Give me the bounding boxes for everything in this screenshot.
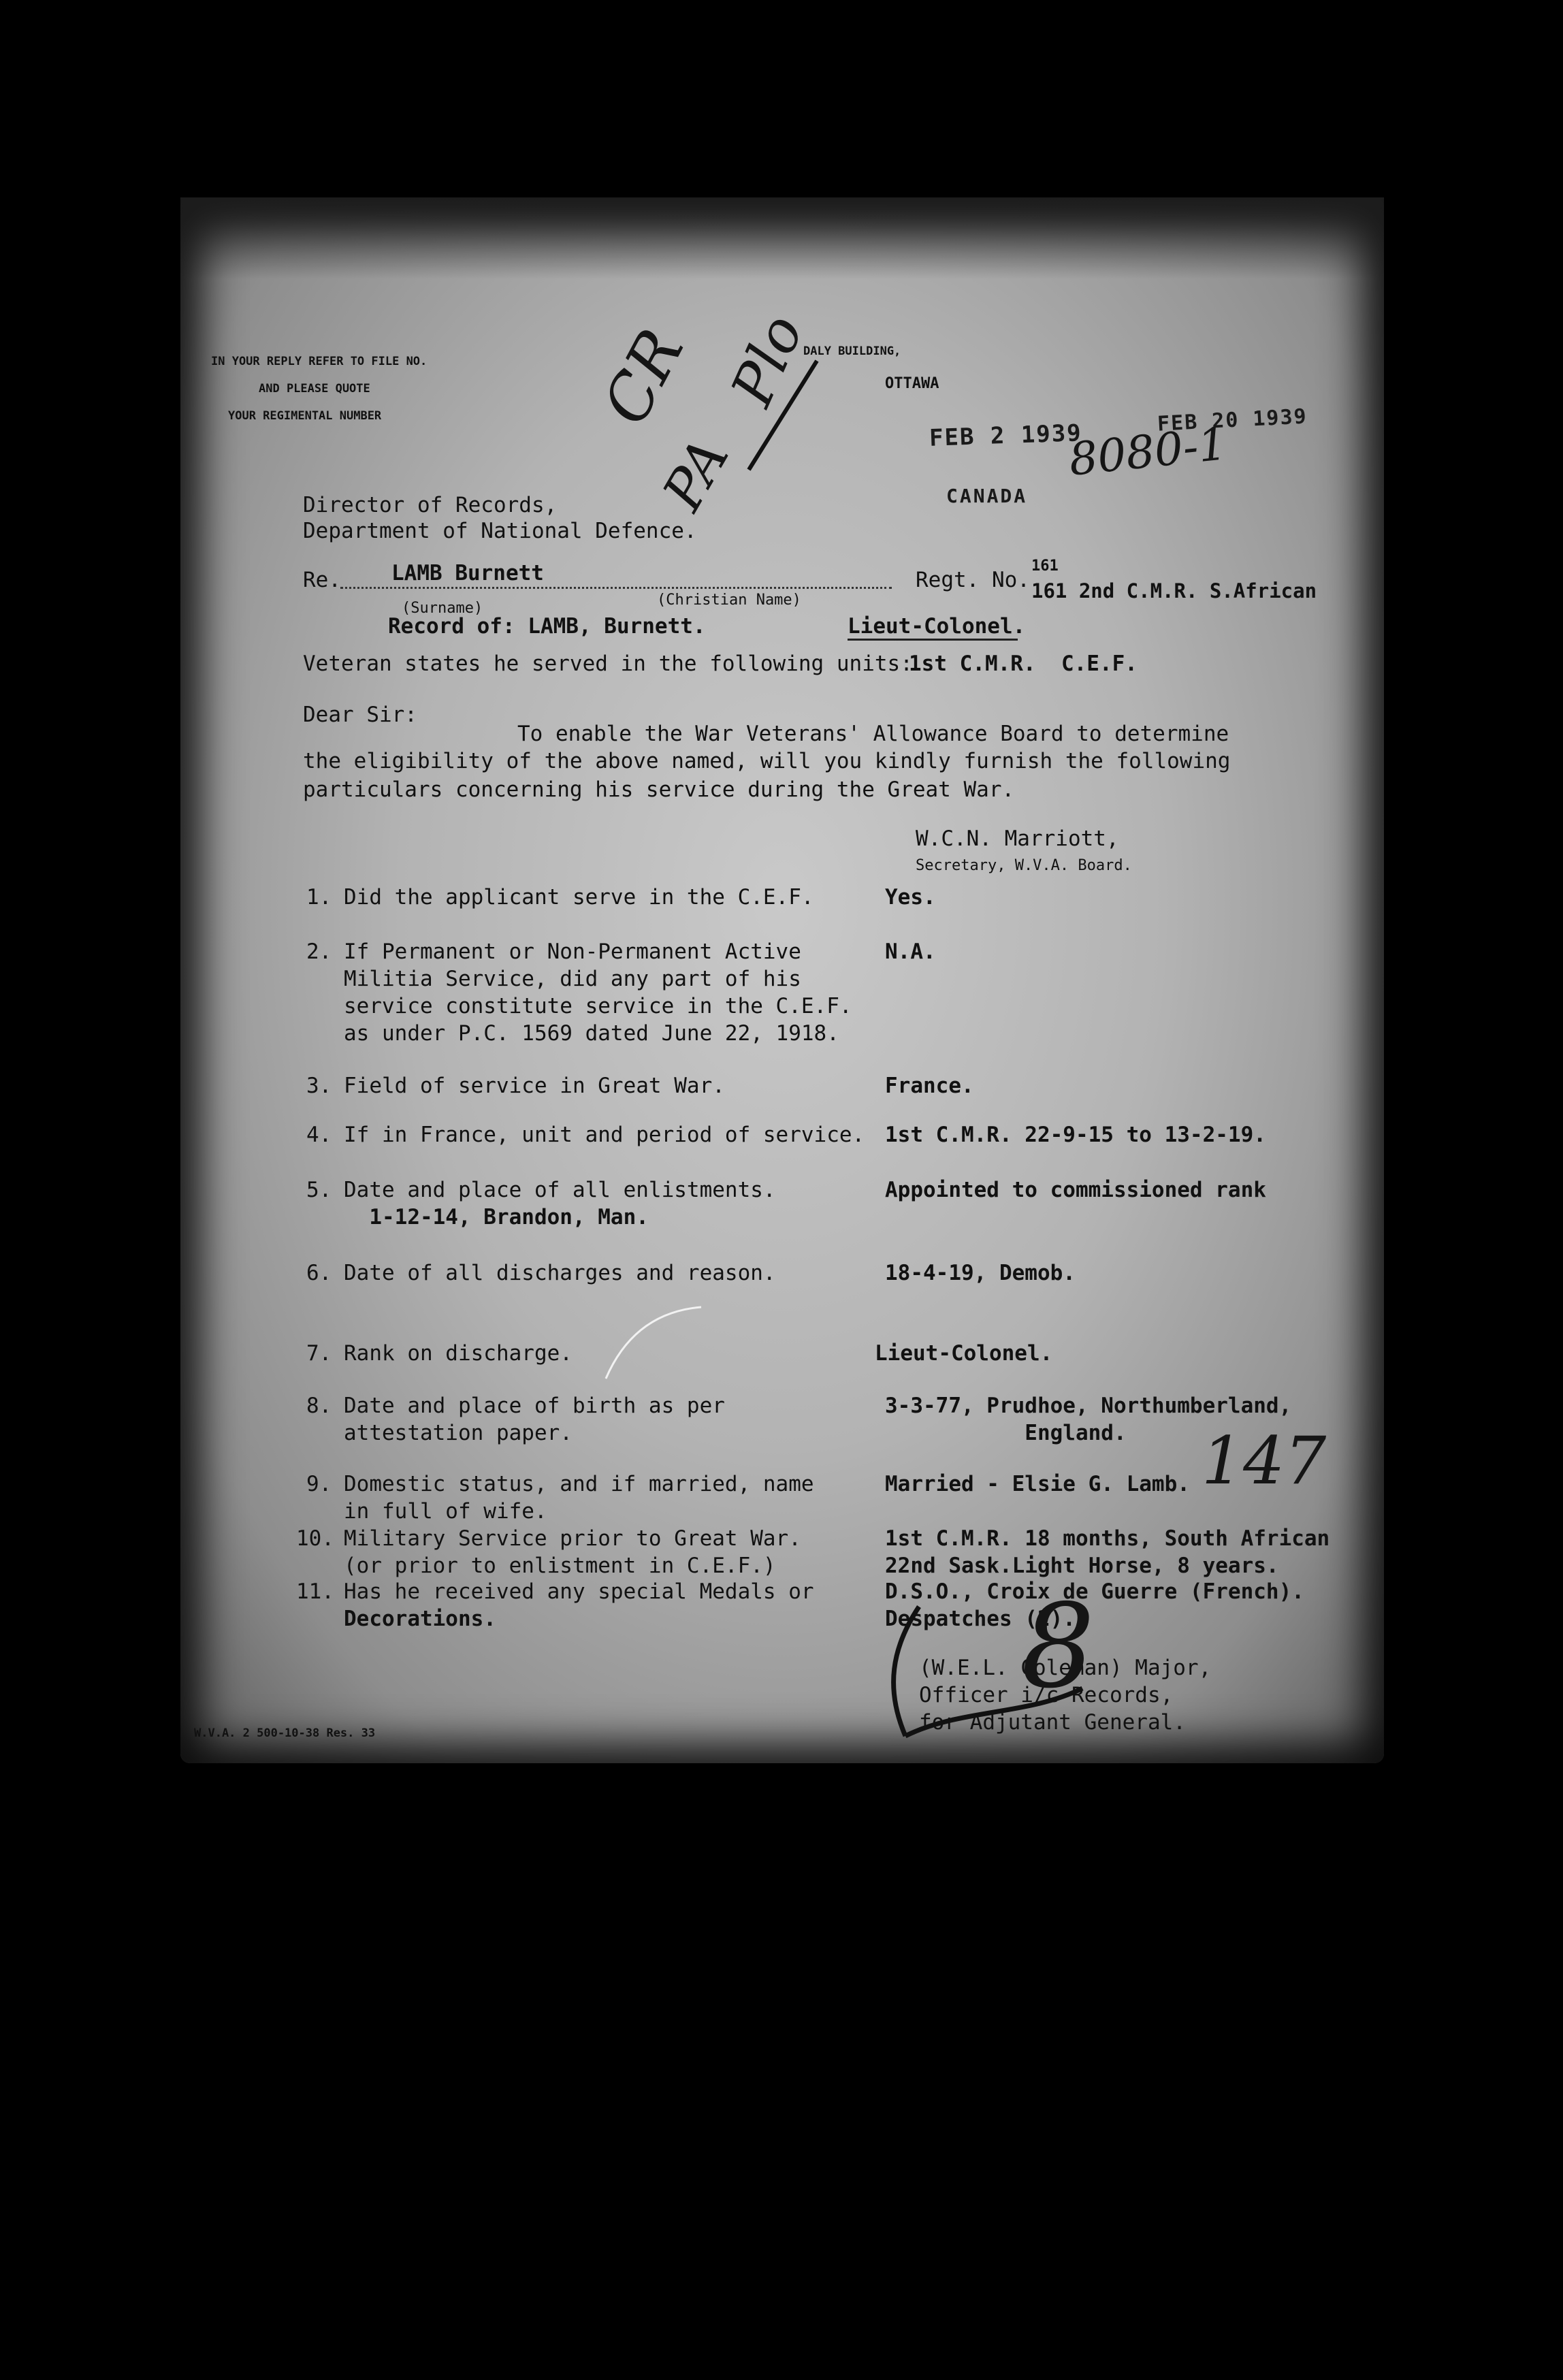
letterhead-reply-line-3: YOUR REGIMENTAL NUMBER	[228, 409, 382, 423]
salutation: Dear Sir:	[303, 703, 417, 727]
question-number: 2.	[306, 939, 332, 964]
question-answer: 3-3-77, Prudhoe, Northumberland,	[885, 1394, 1292, 1418]
question-text: Did the applicant serve in the C.E.F.	[344, 885, 814, 910]
question-answer: 1st C.M.R. 22-9-15 to 13-2-19.	[885, 1123, 1266, 1147]
question-number: 3.	[306, 1074, 332, 1098]
question-text: Rank on discharge.	[344, 1341, 573, 1366]
christian-name-hint: (Christian Name)	[657, 592, 801, 609]
body-line-1: To enable the War Veterans' Allowance Board to determine	[517, 722, 1229, 746]
sign-title: Secretary, W.V.A. Board.	[916, 857, 1132, 874]
question-text: attestation paper.	[344, 1421, 573, 1445]
scan-shadow	[180, 197, 1384, 279]
closing-signer: (W.E.L. Coleman) Major,	[919, 1656, 1212, 1680]
question-number: 7.	[306, 1341, 332, 1366]
regt-extra: 161 2nd C.M.R. S.African	[1031, 579, 1317, 602]
closing-title-2: for Adjutant General.	[919, 1710, 1186, 1735]
handwritten-file-number: 8080-1	[1066, 417, 1229, 486]
re-underline	[340, 587, 892, 589]
scan-artifact-mark	[599, 1304, 708, 1385]
closing-title-1: Officer i/c Records,	[919, 1683, 1174, 1707]
question-text: If Permanent or Non-Permanent Active	[344, 939, 801, 964]
signature-scribble: 8	[1021, 1579, 1095, 1714]
question-answer: Lieut-Colonel.	[875, 1341, 1053, 1366]
addressee-line-2: Department of National Defence.	[303, 519, 697, 543]
sign-name: W.C.N. Marriott,	[916, 826, 1119, 851]
question-text: Has he received any special Medals or	[344, 1579, 814, 1604]
question-answer: Married - Elsie G. Lamb.	[885, 1472, 1190, 1496]
question-text: (or prior to enlistment in C.E.F.)	[344, 1554, 776, 1578]
question-number: 9.	[306, 1472, 332, 1496]
question-number: 4.	[306, 1123, 332, 1147]
re-name: LAMB Burnett	[391, 561, 544, 585]
question-number: 11.	[296, 1579, 334, 1604]
question-answer: Appointed to commissioned rank	[885, 1178, 1266, 1202]
second-date-stamp: FEB 20 1939	[1157, 404, 1308, 436]
units-label: Veteran states he served in the following units:	[303, 652, 913, 676]
signature-flourish	[878, 1607, 1096, 1743]
question-answer: 18-4-19, Demob.	[885, 1261, 1076, 1285]
handwritten-page-number: 147	[1202, 1423, 1327, 1499]
letterhead-reply-line-1: IN YOUR REPLY REFER TO FILE NO.	[211, 355, 428, 368]
record-of: Record of: LAMB, Burnett.	[388, 614, 706, 639]
question-text: Date and place of all enlistments.	[344, 1178, 776, 1202]
question-answer: N.A.	[885, 939, 936, 964]
regt-number: 161	[1031, 558, 1059, 575]
question-text: If in France, unit and period of service.	[344, 1123, 865, 1147]
units-value: 1st C.M.R. C.E.F.	[909, 652, 1138, 676]
question-text: Militia Service, did any part of his	[344, 967, 801, 991]
regt-label: Regt. No.	[916, 568, 1030, 592]
addressee-line-1: Director of Records,	[303, 493, 558, 517]
question-answer: England.	[885, 1421, 1127, 1445]
handwritten-initials-plo: Plo	[718, 304, 816, 416]
canada-stamp: CANADA	[946, 485, 1028, 507]
question-number: 5.	[306, 1178, 332, 1202]
question-text: service constitute service in the C.E.F.	[344, 994, 852, 1018]
question-answer: 22nd Sask.Light Horse, 8 years.	[885, 1554, 1279, 1578]
re-label: Re.	[303, 568, 341, 592]
question-text: Date and place of birth as per	[344, 1394, 725, 1418]
body-line-3: particulars concerning his service during the Great War.	[303, 777, 1015, 802]
question-text: 1-12-14, Brandon, Man.	[344, 1205, 649, 1229]
question-number: 10.	[296, 1526, 334, 1551]
question-text: Field of service in Great War.	[344, 1074, 725, 1098]
question-answer: Yes.	[885, 885, 936, 910]
body-line-2: the eligibility of the above named, will you kindly furnish the following	[303, 749, 1231, 773]
surname-hint: (Surname)	[402, 600, 483, 617]
question-number: 6.	[306, 1261, 332, 1285]
question-text: in full of wife.	[344, 1499, 547, 1524]
question-number: 8.	[306, 1394, 332, 1418]
question-number: 1.	[306, 885, 332, 910]
question-answer: France.	[885, 1074, 974, 1098]
letterhead-city: OTTAWA	[885, 375, 939, 392]
letterhead-building: DALY BUILDING,	[803, 344, 901, 358]
question-answer: D.S.O., Croix de Guerre (French).	[885, 1579, 1304, 1604]
record-rank-underline	[848, 639, 1018, 641]
question-text: as under P.C. 1569 dated June 22, 1918.	[344, 1021, 839, 1046]
received-date-stamp: FEB 2 1939	[929, 419, 1083, 452]
handwritten-initials-cr: CR	[588, 317, 698, 436]
question-text: Date of all discharges and reason.	[344, 1261, 776, 1285]
question-answer: 1st C.M.R. 18 months, South African	[885, 1526, 1330, 1551]
question-text: Military Service prior to Great War.	[344, 1526, 801, 1551]
record-rank: Lieut-Colonel.	[848, 614, 1026, 639]
handwritten-initials-pa: PA	[650, 428, 741, 521]
handwritten-slash-mark	[742, 354, 824, 477]
question-text: Decorations.	[344, 1607, 496, 1631]
question-answer: Despatches (2).	[885, 1607, 1076, 1631]
question-text: Domestic status, and if married, name	[344, 1472, 814, 1496]
letterhead-reply-line-2: AND PLEASE QUOTE	[259, 382, 370, 396]
footer-form-code: W.V.A. 2 500-10-38 Res. 33	[194, 1726, 376, 1740]
